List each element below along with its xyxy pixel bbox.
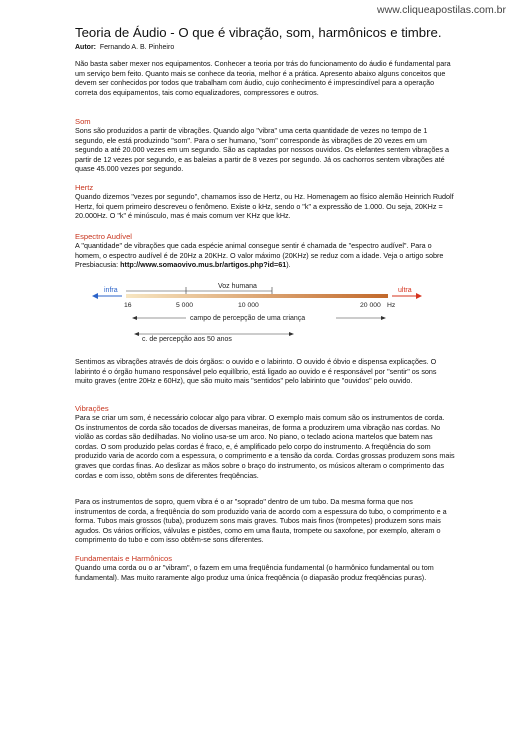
after-diagram-paragraph: Sentimos as vibrações através de dois órgãos: o ouvido e o labirinto. O ouvido é óbvio e dispensa explicações. O labirinto é o órgão humano responsável pelo equilíbrio, está ligado ao ouvido e é responsável por "sentir" os sons muito graves (entre 20Hz e 60Hz), que são muito mais "sentidos" pelo labirinto que "ouvidos" pelo ouvido. bbox=[75, 357, 437, 386]
audible-spectrum-diagram bbox=[90, 278, 430, 348]
ultra-label: ultra bbox=[398, 287, 412, 294]
section-body-som: Sons são produzidos a partir de vibrações. Quando algo "vibra" uma certa quantidade de vezes no tempo de 1 segundo, ele está produzindo "som". Para o ser humano, "som" corresponde às vibrações de 20 vezes em um segundo a até 20.000 vezes em um segundo. São as captadas por nossos ouvidos. Os elefantes sentem vibrações a partir de 12 vezes por segundo, e as baleias a partir de 8 vezes por segundo. Já os cachorros sentem vibrações até quase 45.000 vezes por segundo. bbox=[75, 126, 449, 174]
presbiacusia-link[interactable]: http://www.somaovivo.mus.br/artigos.php?id=61 bbox=[120, 260, 287, 270]
age50-arrow-right bbox=[289, 332, 294, 336]
section-body-vibracoes-1: Para se criar um som, é necessário colocar algo para vibrar. O exemplo mais comum são os instrumentos de corda. Os instrumentos de corda são tocados de diversas maneiras, de forma a produzirem uma vibração nas cordas. No violão as cordas são dedilhadas. No violino usa-se um arco. No piano, o teclado aciona martelos que batem nas cordas. O som produzido pelas cordas é fraco, e, é amplificado pelo corpo do instrumento. A freqüência do som produzido varia de acordo com a espessura, o comprimento e a tensão da corda. Cordas grossas produzem sons mais graves que cordas finas. Ao deslizar as mãos sobre o braço do instrumento, os músicos alteram o comprimento das cordas e com isso, obtêm sons de diferentes freqüências. bbox=[75, 413, 455, 480]
ultra-arrow-head bbox=[416, 293, 422, 299]
section-heading-hertz: Hertz bbox=[75, 183, 94, 192]
child-range-label: campo de percepção de uma criança bbox=[190, 315, 306, 322]
author-label: Autor: bbox=[75, 44, 96, 51]
infra-arrow-head bbox=[92, 293, 98, 299]
author-line bbox=[75, 44, 174, 51]
section-heading-vibracoes: Vibrações bbox=[75, 404, 109, 413]
unit-hz: Hz bbox=[387, 302, 396, 309]
section-heading-som: Som bbox=[75, 117, 91, 126]
section-body-fundamentais: Quando uma corda ou o ar "vibram", o fazem em uma freqüência fundamental (o harmônico fundamental ou tom fundamental). Mas muito raramente algo produz uma única freqüência (o diapasão produz freqüências puras). bbox=[75, 563, 434, 582]
tick-5000: 5 000 bbox=[176, 302, 194, 309]
espectro-text: A "quantidade" de vibrações que cada espécie animal consegue sentir é chamada de "espectro audível". Para o homem, o espectro audível é de 20Hz a 20KHz. O valor máximo (20KHz) se reduz com a idade. Veja o artigo sobre Presbiacusia: bbox=[75, 241, 444, 270]
intro-paragraph: Não basta saber mexer nos equipamentos. Conhecer a teoria por trás do funcionamento do áudio é fundamental para um serviço bem feito. Quanto mais se conhece da teoria, melhor é a prática. Apresento abaixo alguns conceitos que devem ser conhecidos por todos que trabalham com áudio, cujo conhecimento é imprescindível para a operação correta dos equipamentos, tais como equalizadores, compressores e outros. bbox=[75, 59, 451, 97]
infra-label: infra bbox=[104, 287, 118, 294]
tick-16: 16 bbox=[124, 302, 132, 309]
age50-arrow-left bbox=[134, 332, 139, 336]
voice-band-label: Voz humana bbox=[218, 283, 257, 290]
section-body-vibracoes-2: Para os instrumentos de sopro, quem vibra é o ar "soprado" dentro de um tubo. Da mesma forma que nos instrumentos de corda, a freqüência do som produzido varia de acordo com a espessura do tubo, o comprimento e a forma. Tubos mais grossos (tuba), produzem sons mais graves. Tubos mais finos (trompetes) produzem sons mais agudos. Os vários orifícios, válvulas e pistões, como em uma flauta, trompete ou saxofone, por exemplo, alteram o comprimento do tubo e com isso obtêm-se sons diferentes. bbox=[75, 497, 447, 545]
page-title: Teoria de Áudio - O que é vibração, som, harmônicos e timbre. bbox=[75, 25, 442, 40]
tick-20000: 20 000 bbox=[360, 302, 381, 309]
tick-10000: 10 000 bbox=[238, 302, 259, 309]
child-range-arrow-left bbox=[132, 316, 137, 320]
section-body-hertz: Quando dizemos "vezes por segundo", chamamos isso de Hertz, ou Hz. Homenagem ao físico alemão Heinrich Rudolf Hertz, foi quem primeiro descreveu o fenômeno. Existe o kHz, sendo o "k" a expressão de 1.000. Ou seja, 20KHz = 20.000Hz. O "k" é minúsculo, mas é mais comum ver KHz que kHz. bbox=[75, 192, 454, 221]
author-name: Fernando A. B. Pinheiro bbox=[99, 44, 175, 51]
site-url[interactable]: www.cliqueapostilas.com.br bbox=[377, 4, 506, 16]
section-heading-espectro: Espectro Audível bbox=[75, 232, 132, 241]
frequency-bar bbox=[126, 294, 388, 298]
section-heading-fundamentais: Fundamentais e Harmônicos bbox=[75, 554, 173, 563]
section-body-espectro bbox=[75, 241, 455, 270]
age50-label: c. de percepção aos 50 anos bbox=[142, 336, 232, 343]
espectro-suffix: ). bbox=[286, 260, 291, 270]
child-range-arrow-right bbox=[381, 316, 386, 320]
